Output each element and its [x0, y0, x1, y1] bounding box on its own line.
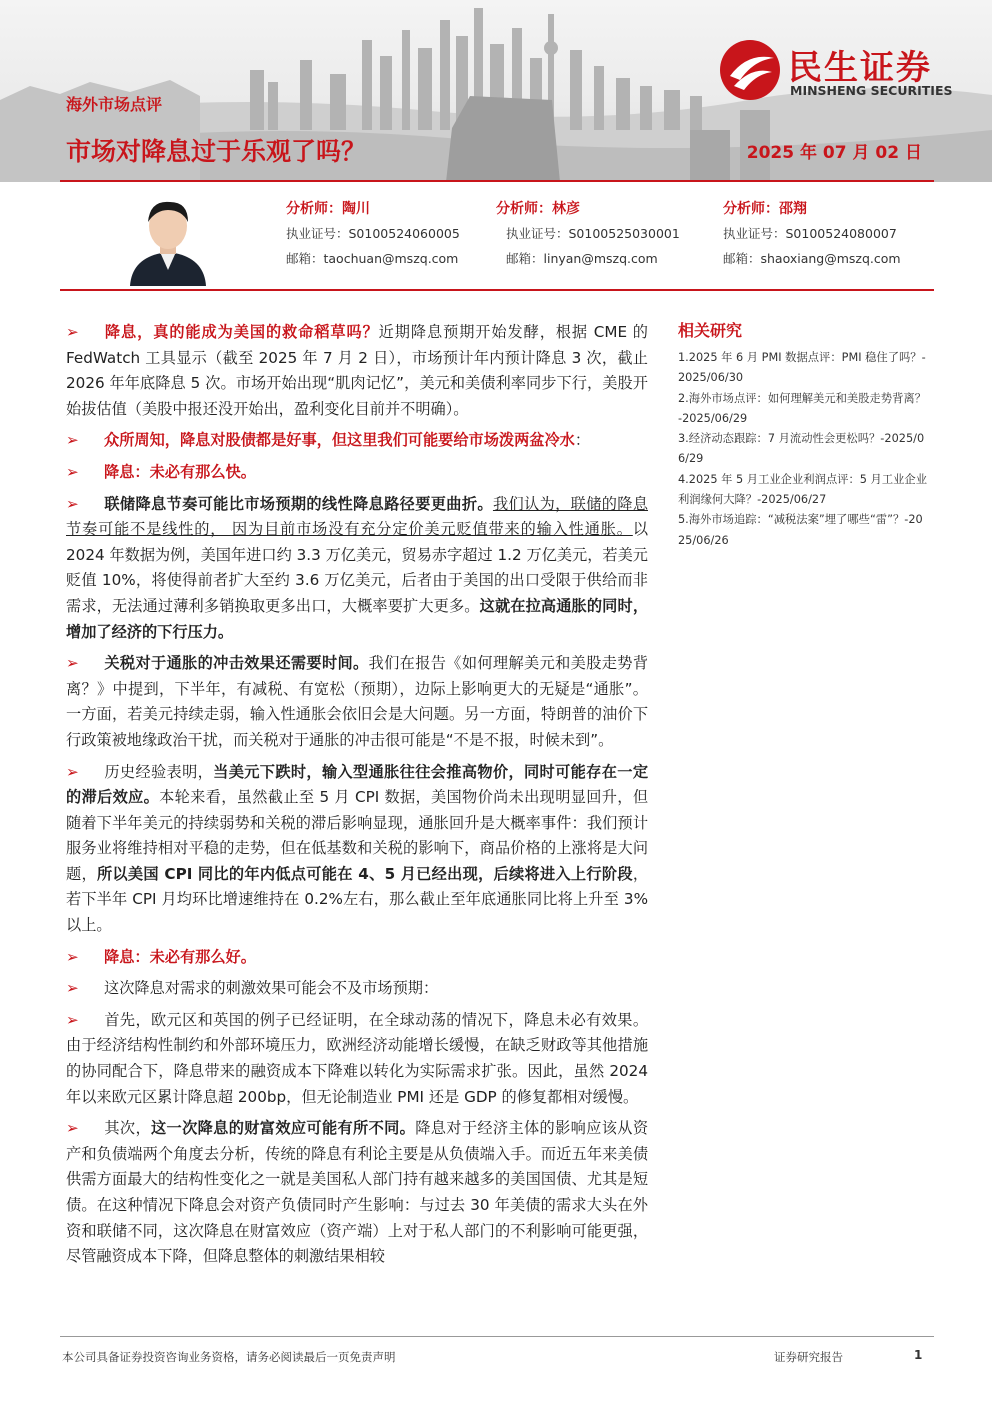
analyst-block: [723, 198, 901, 270]
analyst-cert: 执业证号：S0100524060005: [286, 226, 460, 241]
brand-name-cn: 民生证券: [788, 48, 932, 88]
paragraph-lead: 众所周知，降息对股债都是好事，但这里我们可能要给市场泼两盆冷水: [104, 431, 575, 450]
related-research-item[interactable]: 1.2025 年 6 月 PMI 数据点评：PMI 稳住了吗？-2025/06/30: [678, 351, 926, 385]
bullet-arrow-icon: ➢: [66, 431, 79, 450]
related-research-item[interactable]: 4.2025 年 5 月工业企业利润点评：5 月工业企业利润缘何大降？-2025/06/27: [678, 472, 928, 507]
paragraph-cold-water: [66, 428, 648, 454]
analyst-block: [496, 198, 680, 270]
paragraph-demand-stimulus: [66, 976, 648, 1002]
analyst-name: 分析师：陶川: [286, 201, 370, 217]
paragraph-text: 这次降息对需求的刺激效果可能会不及市场预期：: [104, 979, 439, 998]
paragraph-wealth-effect: [66, 1116, 648, 1270]
bullet-arrow-icon: ➢: [66, 462, 79, 481]
related-research-sidebar: [678, 320, 928, 551]
analyst-cert: 执业证号：S0100525030001: [506, 226, 680, 241]
paragraph-bold: 这就在拉高通胀的同时，增加了经济的下行压力。: [66, 596, 649, 641]
paragraph-text: 近期降息预期开始发酵，根据 CME 的 FedWatch 工具显示（截至 2025 年 7 月 2 日），市场预计年内预计降息 3 次，截止 2026 年年底降息 5 次。市场开始出现“肌肉记忆”，美元和美债利率同步下行，美股开始拔估值（美股中报还没开始出，盈利变化目前并不明确）。: [66, 323, 648, 418]
paragraph-text: 以 2024 年数据为例，美国年进口约 3.3 万亿美元，贸易赤字超过 1.2 万亿美元，若美元贬值 10%，将使得前者扩大至约 3.6 万亿美元，后者由于美国的出口受限于供给而非需求，无法通过薄利多销换取更多出口，大概率要扩大更多。: [66, 520, 648, 615]
bullet-arrow-icon: ➢: [66, 1119, 79, 1138]
bullet-arrow-icon: ➢: [66, 947, 79, 966]
paragraph-underline: 我们认为，联储的降息节奏可能不是线性的， 因为目前市场没有充分定价美元贬值带来的输入性通胀。: [66, 494, 649, 539]
bullet-arrow-icon: ➢: [66, 762, 79, 781]
bullet-arrow-icon: ➢: [66, 654, 79, 673]
bullet-arrow-icon: ➢: [66, 1010, 79, 1029]
bullet-arrow-icon: ➢: [66, 979, 79, 998]
paragraph-euro-uk-example: [66, 1008, 648, 1110]
paragraph-historical-experience: [66, 760, 648, 939]
paragraph-bold: 所以美国 CPI 同比的年内低点可能在 4、5 月已经出现，后续将进入上行阶段: [96, 864, 633, 883]
paragraph-text: 降息对于经济主体的影响应该从资产和负债端两个角度去分析，传统的降息有利论主要是从负债端入手。而近五年来美债供需方面最大的结构性变化之一就是美国私人部门持有越来越多的美国国债、尤其是短债。在这种情况下降息会对资产负债同时产生影响：与过去 30 年美债的需求大头在外资和联储不同，这次降息在财富效应（资产端）上对于私人部门的不利影响可能更强，尽管融资成本下降，但降息整体的刺激结果相较: [66, 1119, 649, 1266]
bullet-arrow-icon: ➢: [66, 323, 79, 341]
paragraph-text: 其次，: [104, 1119, 151, 1138]
analyst-email[interactable]: 邮箱：linyan@mszq.com: [506, 251, 658, 266]
paragraph-text: 我们在报告《如何理解美元和美股走势背离？》中提到，下半年，有减税、有宽松（预期），边际上影响更大的无疑是“通胀”。一方面，若美元持续走弱，输入性通胀会依旧会是大问题。另一方面，特朗普的油价下行政策被地缘政治干扰，而关税对于通胀的冲击很可能是“不是不报，时候未到”。: [66, 654, 649, 749]
paragraph-bold: 当美元下跌时，输入型通胀往往会推高物价，同时可能存在一定的滞后效应。: [66, 762, 649, 807]
minsheng-logo-icon: [718, 38, 782, 102]
footer-disclaimer: 本公司具备证券投资咨询业务资格，请务必阅读最后一页免责声明: [62, 1350, 396, 1364]
analyst-email[interactable]: 邮箱：taochuan@mszq.com: [286, 251, 459, 266]
paragraph-bold: 关税对于通胀的冲击效果还需要时间。: [104, 654, 369, 673]
brand-logo: [718, 38, 970, 102]
paragraph-nonlinear-path: [66, 492, 648, 646]
paragraph-bold: 这一次降息的财富效应可能有所不同。: [150, 1119, 416, 1138]
paragraph-text: ，若下半年 CPI 月均环比增速维持在 0.2%左右，那么截止至年底通胀同比将上升至 3%以上。: [66, 864, 648, 935]
paragraph-lead: 降息：未必有那么快。: [104, 462, 256, 481]
report-type-label: 海外市场点评: [66, 95, 163, 114]
report-title: 市场对降息过于乐观了吗？: [66, 137, 367, 166]
analyst-name: 分析师：林彦: [496, 201, 580, 217]
analyst-name: 分析师：邵翔: [723, 201, 807, 217]
footer-document-type: 证券研究报告: [774, 1350, 843, 1364]
header-banner: [0, 0, 992, 182]
analyst-block: [286, 198, 460, 270]
paragraph-bold: 联储降息节奏可能比市场预期的线性降息路径要更曲折。: [104, 494, 493, 513]
related-research-item[interactable]: 3.经济动态跟踪：7 月流动性会更松吗？-2025/06/29: [678, 432, 925, 466]
paragraph-text: 本轮来看，虽然截止至 5 月 CPI 数据，美国物价尚未出现明显回升，但随着下半年美元的持续弱势和关税的滞后影响显现，通胀回升是大概率事件：我们预计服务业将维持相对平稳的走势，但在低基数和关税的影响下，商品价格的上涨将是大问题，: [66, 788, 649, 883]
header-divider: [60, 180, 934, 182]
paragraph-lead: 降息，真的能成为美国的救命稻草吗？: [104, 323, 379, 341]
brand-name-en: MINSHENG SECURITIES: [790, 83, 953, 98]
page-number: 1: [914, 1348, 923, 1362]
related-research-item[interactable]: 5.海外市场追踪：“减税法案”埋了哪些“雷”？-2025/06/26: [678, 513, 923, 547]
paragraph-tariff-impact: [66, 651, 648, 753]
paragraph-text: ：: [574, 431, 590, 450]
analyst-divider: [60, 289, 934, 291]
main-content: [66, 320, 648, 1276]
subheading-not-fast: [66, 460, 648, 486]
analyst-photo: [122, 190, 214, 286]
related-research-heading: 相关研究: [678, 321, 743, 340]
paragraph-lead: 降息：未必有那么好。: [104, 947, 256, 966]
analyst-email[interactable]: 邮箱：shaoxiang@mszq.com: [723, 251, 901, 266]
paragraph-fed-rate-cut: [66, 320, 648, 422]
footer-divider: [60, 1336, 934, 1337]
bullet-arrow-icon: ➢: [66, 494, 79, 513]
subheading-not-good: [66, 945, 648, 971]
analyst-cert: 执业证号：S0100524080007: [723, 226, 897, 241]
related-research-item[interactable]: 2.海外市场点评：如何理解美元和美股走势背离？-2025/06/29: [678, 391, 927, 425]
paragraph-text: 首先，欧元区和英国的例子已经证明，在全球动荡的情况下，降息未必有效果。由于经济结构性制约和外部环境压力，欧洲经济动能增长缓慢，在缺乏财政等其他措施的协同配合下，降息带来的融资成本下降难以转化为实际需求扩张。因此，虽然 2024 年以来欧元区累计降息超 200bp，但无论制造业 PMI 还是 GDP 的修复都相对缓慢。: [66, 1010, 648, 1106]
paragraph-text: 历史经验表明，: [104, 762, 214, 781]
report-date: 2025 年 07 月 02 日: [746, 143, 922, 163]
